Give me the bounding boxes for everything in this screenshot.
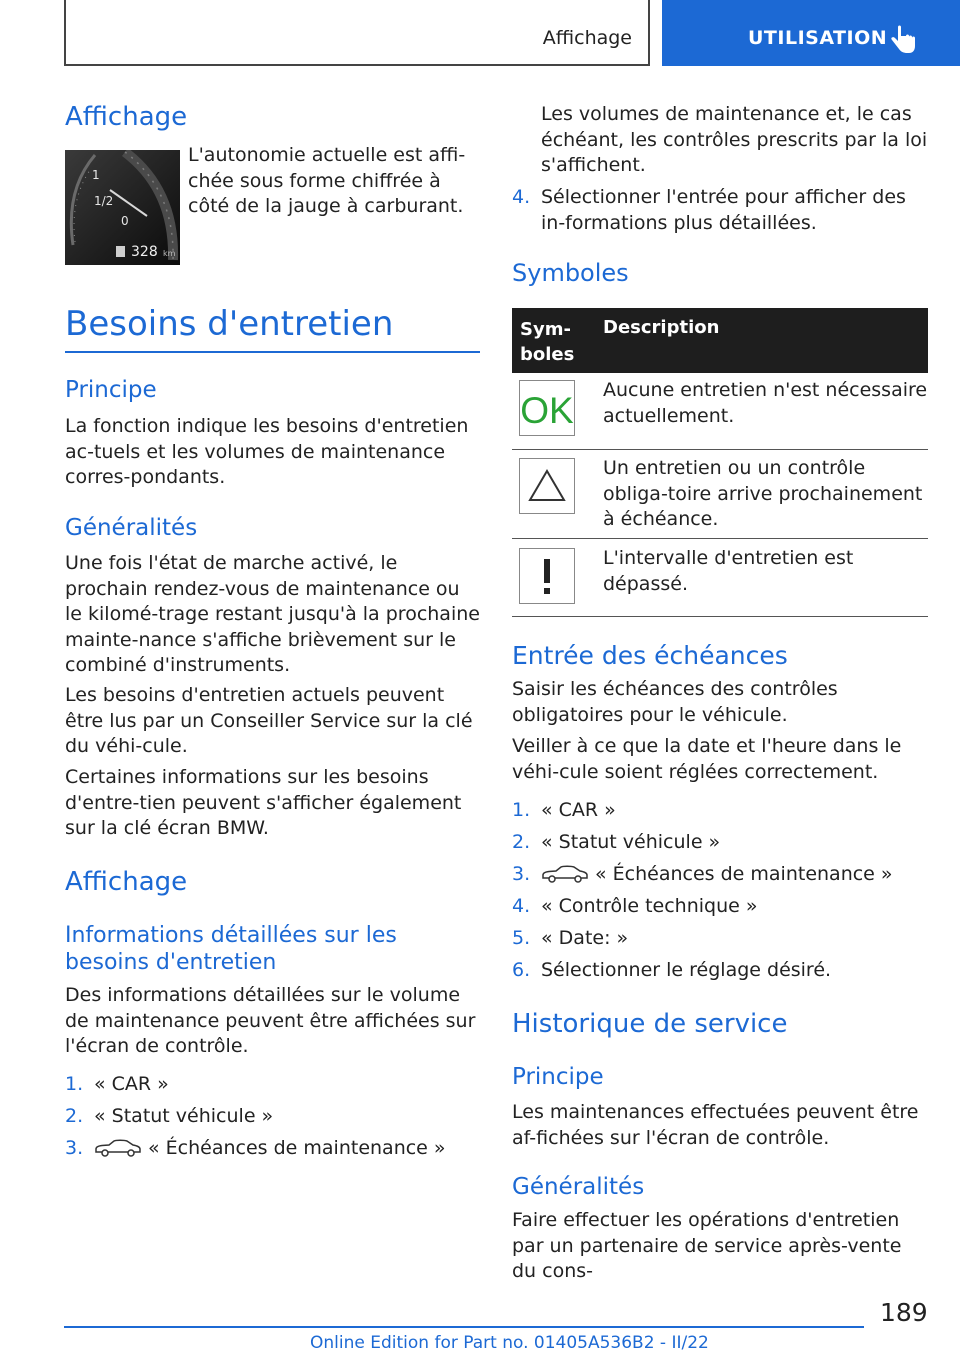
generalites-p2: Les besoins d'entretien actuels peuvent être lus par un Conseiller Service sur la clé du véhi-cule. [65, 684, 473, 757]
info-heading: Informations détaillées sur les besoins d'entretien [65, 923, 397, 975]
table-row-divider [512, 449, 928, 450]
info-text: Des informations détaillées sur le volume de maintenance peuvent être affichées sur l'écran de contrôle. [65, 984, 476, 1057]
list-text: Sélectionner l'entrée pour afficher des in-formations plus détaillées. [541, 186, 906, 234]
table-row-description: Un entretien ou un contrôle obliga-toire arrive prochainement à échéance. [603, 457, 923, 530]
list-text: « Contrôle technique » [541, 895, 758, 917]
symboles-heading: Symboles [512, 259, 629, 287]
footer-rule [64, 1326, 864, 1328]
table-row-divider [512, 538, 928, 539]
range-value: 328 [131, 244, 158, 260]
car-icon [94, 1139, 142, 1157]
list-number: 3. [512, 863, 531, 885]
table-row-description: Aucune entretien n'est nécessaire actuellement. [603, 379, 928, 427]
entree-p2: Veiller à ce que la date et l'heure dans le véhi-cule soient réglées correctement. [512, 735, 902, 783]
maintenance-volume-text: Les volumes de maintenance et, le cas échéant, les contrôles prescrits par la loi s'affichent. [541, 103, 928, 176]
range-unit: km [163, 249, 176, 258]
list-number: 4. [512, 186, 531, 208]
list-number: 2. [512, 831, 531, 853]
generalites2-heading: Généralités [512, 1174, 645, 1200]
list-number: 1. [512, 799, 531, 821]
table-header-symbols: Sym- boles [520, 319, 575, 365]
list-text: Sélectionner le réglage désiré. [541, 959, 832, 981]
entree-heading: Entrée des échéances [512, 641, 788, 670]
list-number: 2. [65, 1105, 84, 1127]
triangle-warning-icon [519, 458, 575, 514]
principe2-heading: Principe [512, 1064, 604, 1090]
list-text: « Statut véhicule » [541, 831, 721, 853]
gauge-mark-half: 1/2 [94, 194, 114, 208]
footer-edition-text: Online Edition for Part no. 01405A536B2 - II/22 [310, 1333, 709, 1353]
hand-pointer-icon [888, 25, 916, 55]
besoins-rule [65, 351, 480, 353]
table-row-divider [512, 616, 928, 617]
gauge-mark-empty: 0 [121, 214, 129, 228]
list-number: 4. [512, 895, 531, 917]
table-header-description: Description [603, 317, 720, 338]
historique-heading: Historique de service [512, 1009, 788, 1039]
principe-text: La fonction indique les besoins d'entretien ac-tuels et les volumes de maintenance corres-pondants. [65, 415, 469, 488]
list-text: « CAR » [541, 799, 616, 821]
affichage-text: L'autonomie actuelle est affi-chée sous forme chiffrée à côté de la jauge à carburant. [188, 144, 466, 217]
gauge-mark-full: 1 [92, 168, 100, 182]
list-number: 1. [65, 1073, 84, 1095]
generalites2-text: Faire effectuer les opérations d'entretien par un partenaire de service après-vente du cons- [512, 1209, 902, 1282]
entree-p1: Saisir les échéances des contrôles obligatoires pour le véhicule. [512, 678, 838, 726]
principe2-text: Les maintenances effectuées peuvent être af-fichées sur l'écran de contrôle. [512, 1101, 919, 1149]
list-number: 3. [65, 1137, 84, 1159]
fuel-gauge-graphic [65, 150, 180, 265]
affichage2-heading: Affichage [65, 867, 188, 897]
list-number: 6. [512, 959, 531, 981]
ok-symbol [519, 380, 575, 436]
principe-heading: Principe [65, 377, 157, 403]
svg-text:OK: OK [520, 390, 574, 431]
header-chapter-label: UTILISATION [748, 27, 888, 49]
list-text: « CAR » [94, 1073, 169, 1095]
list-text: « Échéances de maintenance » [148, 1137, 446, 1159]
header-section-box [64, 0, 650, 66]
exclamation-icon [519, 548, 575, 604]
list-number: 5. [512, 927, 531, 949]
table-row-description: L'intervalle d'entretien est dépassé. [603, 547, 854, 595]
besoins-heading: Besoins d'entretien [65, 304, 394, 344]
header-chapter-tab[interactable] [662, 0, 960, 66]
car-icon [541, 865, 589, 883]
symbols-table-header [512, 308, 928, 373]
affichage-heading: Affichage [65, 102, 188, 132]
list-text: « Date: » [541, 927, 629, 949]
list-text: « Statut véhicule » [94, 1105, 274, 1127]
list-text: « Échéances de maintenance » [595, 863, 893, 885]
header-section-label: Affichage [542, 27, 632, 49]
generalites-p3: Certaines informations sur les besoins d'entre-tien peuvent s'afficher également sur la clé écran BMW. [65, 766, 462, 839]
generalites-heading: Généralités [65, 515, 198, 541]
fuel-pump-icon [116, 246, 125, 257]
generalites-p1: Une fois l'état de marche activé, le prochain rendez-vous de maintenance ou le kilomé-trage restant jusqu'à la prochaine mainte-nance s'affiche brièvement sur le combiné d'instruments. [65, 552, 480, 676]
dashboard-fuel-gauge-image [65, 150, 180, 265]
page-number: 189 [880, 1298, 928, 1327]
